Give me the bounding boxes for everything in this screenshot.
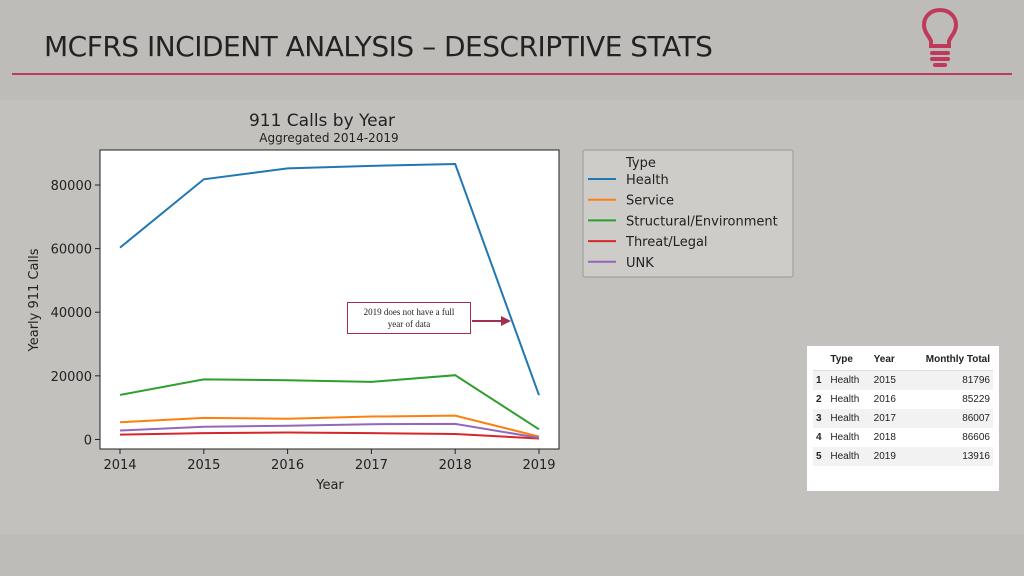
legend-label: Threat/Legal xyxy=(626,235,708,251)
y-axis-label: Yearly 911 Calls xyxy=(27,248,42,352)
row-monthly-total: 86007 xyxy=(962,413,990,424)
x-tick-label: 2014 xyxy=(103,458,137,473)
table-row xyxy=(813,390,993,409)
row-monthly-total: 86606 xyxy=(962,432,990,443)
row-year: 2017 xyxy=(873,413,896,424)
y-tick-label: 0 xyxy=(83,433,92,449)
plot-area xyxy=(100,150,559,449)
x-axis-label: Year xyxy=(316,478,344,493)
y-axis-ticks xyxy=(51,179,100,448)
table-header-monthly-total: Monthly Total xyxy=(906,350,993,371)
row-monthly-total: 13916 xyxy=(962,451,990,462)
row-type: Health xyxy=(830,413,860,424)
row-index: 2 xyxy=(816,394,822,405)
row-year: 2018 xyxy=(873,432,896,443)
y-tick-label: 60000 xyxy=(50,242,92,258)
legend-title: Type xyxy=(626,156,656,171)
x-tick-label: 2015 xyxy=(187,458,221,473)
x-tick-label: 2018 xyxy=(438,458,472,473)
table-header-type: Type xyxy=(827,350,870,371)
chart-subtitle: Aggregated 2014-2019 xyxy=(259,131,399,145)
row-index: 1 xyxy=(816,375,822,386)
table-header-row xyxy=(813,350,993,371)
row-monthly-total: 85229 xyxy=(962,394,990,405)
legend-label: Service xyxy=(626,193,675,209)
x-tick-label: 2016 xyxy=(271,458,305,473)
row-index: 4 xyxy=(816,432,822,443)
row-year: 2015 xyxy=(873,375,896,386)
row-year: 2019 xyxy=(873,451,896,462)
table-row xyxy=(813,447,993,466)
row-year: 2016 xyxy=(873,394,896,405)
title-divider xyxy=(12,73,1012,75)
legend-label: UNK xyxy=(626,255,654,271)
table-row xyxy=(813,371,993,391)
data-table-panel xyxy=(807,346,999,491)
row-index: 5 xyxy=(816,451,822,462)
table-header-index xyxy=(813,350,827,371)
legend-label: Health xyxy=(626,173,669,188)
table-row xyxy=(813,409,993,428)
row-type: Health xyxy=(830,432,860,443)
row-type: Health xyxy=(830,451,860,462)
lightbulb-icon xyxy=(920,6,960,68)
x-tick-label: 2017 xyxy=(354,458,388,473)
slide-title: MCFRS INCIDENT ANALYSIS – DESCRIPTIVE STATS xyxy=(44,30,713,63)
x-axis-ticks xyxy=(103,449,555,473)
row-type: Health xyxy=(830,394,860,405)
y-tick-label: 40000 xyxy=(50,306,92,322)
annotation-line-1: 2019 does not have a full xyxy=(363,307,455,317)
y-tick-label: 80000 xyxy=(50,178,92,194)
x-tick-label: 2019 xyxy=(522,458,556,473)
legend-label: Structural/Environment xyxy=(626,214,778,230)
y-tick-label: 20000 xyxy=(50,369,92,385)
row-monthly-total: 81796 xyxy=(962,375,990,386)
data-table xyxy=(813,350,993,466)
annotation-line-2: year of data xyxy=(387,319,431,329)
annotation-note xyxy=(347,302,471,334)
row-index: 3 xyxy=(816,413,822,424)
chart-title: 911 Calls by Year xyxy=(248,111,396,131)
row-type: Health xyxy=(830,375,860,386)
table-row xyxy=(813,428,993,447)
table-header-year: Year xyxy=(871,350,906,371)
chart-legend xyxy=(583,150,793,277)
